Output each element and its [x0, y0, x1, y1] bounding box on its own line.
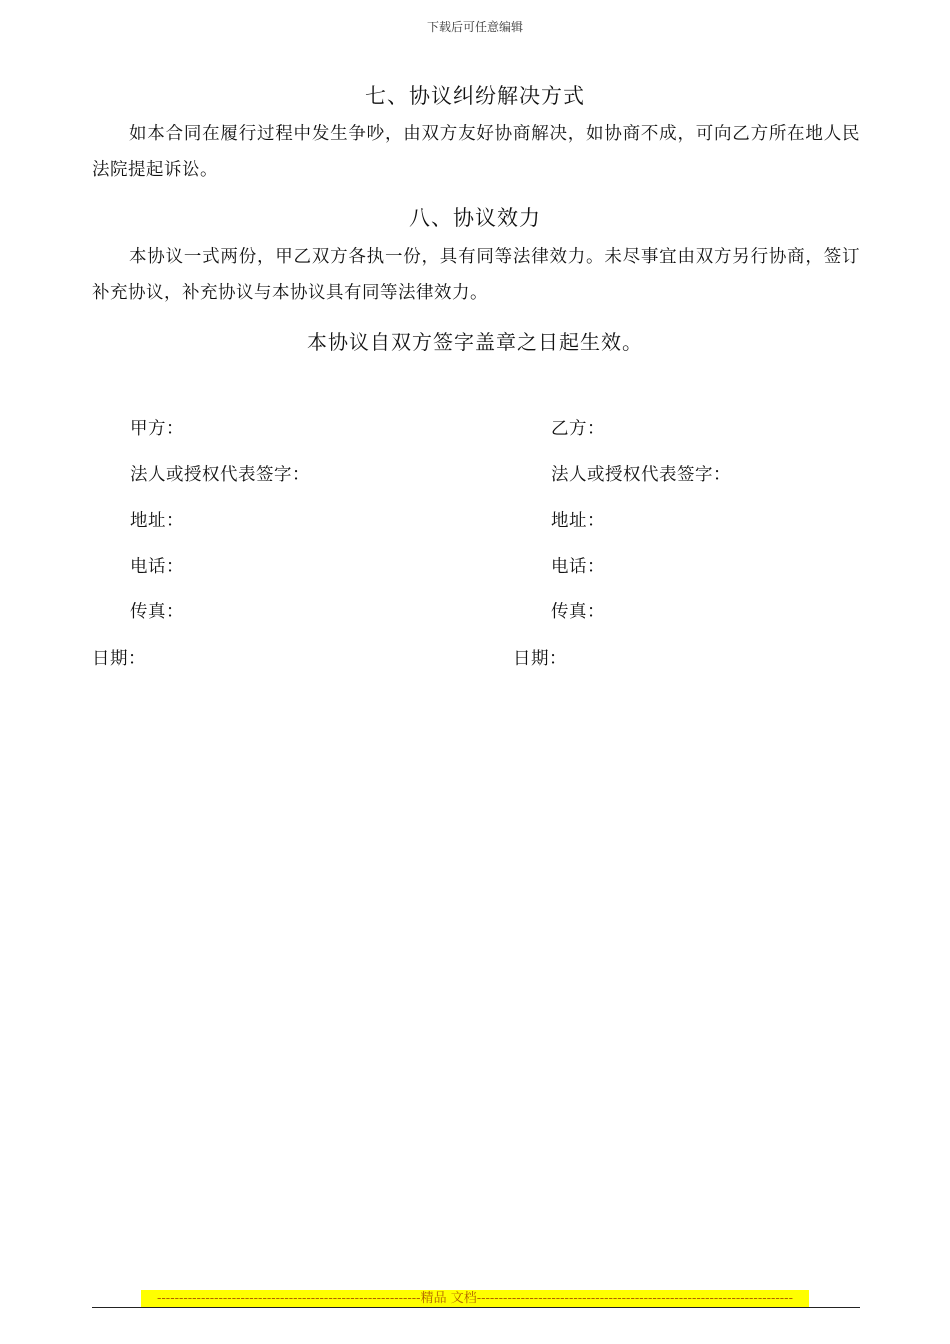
party-b-date-label: 日期：: [513, 649, 567, 669]
section-body-validity: 本协议一式两份，甲乙双方各执一份，具有同等法律效力。未尽事宜由双方另行协商，签订补充协议，补充协议与本协议具有同等法律效力。: [92, 247, 860, 303]
party-a-date-label: 日期：: [92, 649, 146, 669]
party-a-rep-label: 法人或授权代表签字：: [130, 465, 310, 485]
party-b-rep-label: 法人或授权代表签字：: [551, 465, 731, 485]
effective-statement: 本协议自双方签字盖章之日起生效。: [307, 330, 643, 354]
party-a-phone-label: 电话：: [130, 557, 184, 577]
party-b-fax-label: 传真：: [551, 602, 605, 622]
section-body-dispute: 如本合同在履行过程中发生争吵，由双方友好协商解决，如协商不成，可向乙方所在地人民法院提起诉讼。: [92, 124, 860, 180]
footer-highlight-band: ------------------------------------------------------------精品 文档------------------------------------------------------------------------: [141, 1290, 809, 1308]
header-note: 下载后可任意编辑: [426, 20, 523, 34]
party-a-label: 甲方：: [130, 419, 184, 439]
footer-rule: [92, 1307, 860, 1308]
party-a-address-label: 地址：: [130, 511, 184, 531]
section-title-validity: 八、协议效力: [409, 206, 541, 230]
section-title-dispute: 七、协议纠纷解决方式: [365, 84, 585, 108]
party-a-fax-label: 传真：: [130, 602, 184, 622]
party-b-label: 乙方：: [551, 419, 605, 439]
party-b-address-label: 地址：: [551, 511, 605, 531]
party-b-phone-label: 电话：: [551, 557, 605, 577]
